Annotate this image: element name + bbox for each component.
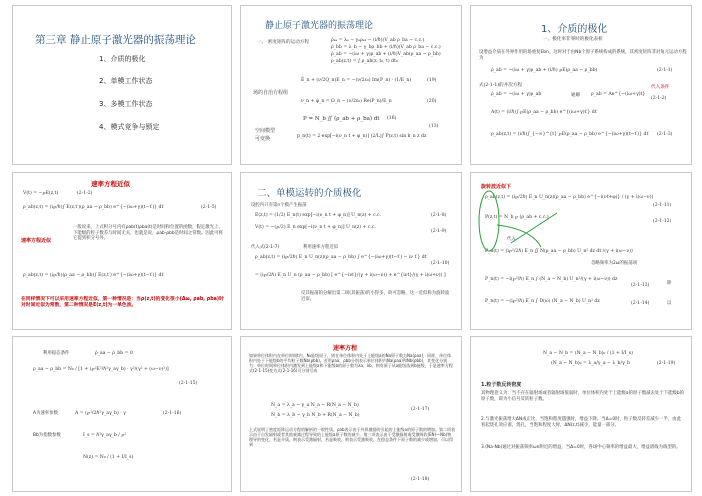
slide-6-label: 忽略频率为2ω的振荡项	[591, 261, 637, 266]
slide-1	[12, 5, 232, 165]
equation: A = (℘²/2ℏ²γ_aγ_b) · γ	[75, 411, 126, 416]
slide-2-title: 静止原子激光器的振荡理论	[265, 21, 374, 31]
slide-5-line: 设腔内只有第n个模产生振荡	[251, 203, 307, 208]
slide-6	[470, 172, 692, 330]
equation: = (i℘/2ℏ) E_n U_n (ρ_aa − ρ_bb) [ e^{−iνt}/(γ + i(ω−ν)) + e^{iνt}/(γ + i(ω+ν)) ]	[255, 273, 446, 278]
equation: ρ̇ₐₐ = λₐ − γₐρₐₐ − (i/ℏ)(V_ab ρ_ba − c.c.)	[331, 38, 425, 43]
eq-label: (2-1-17)	[411, 407, 430, 412]
equation: ρ̇_ab = −(iω + γ)ρ_ab	[491, 92, 542, 97]
slide-5-note: 反其振荡的分解出第二项(其振荡)的小得多，故可忽略，这一近似称为旋转波近似。	[301, 291, 450, 302]
slide-5-line: 利用速率方程近似	[303, 245, 339, 250]
slide-6-side: 除	[667, 281, 672, 286]
equation: ρ_aa − ρ_bb = N₀ / [1 + (℘²E²/ℏ²γ_aγ_b) · γ²/(γ² + (ω−ν)²)]	[33, 367, 169, 372]
equation: A(t) = (i/ℏ)∫ ℘E(ρ_aa − ρ_bb) e^{(iω+γ)t′} dt′	[491, 110, 598, 115]
slide-6-tag: 代入	[507, 237, 516, 242]
eq-label: (2-1-3)	[657, 132, 673, 137]
eq-label: (2-1-13)	[631, 283, 650, 288]
eq-label: (2-1-9)	[431, 229, 447, 234]
slide-7	[12, 336, 232, 492]
slide-4-side-label: 速率方程近似	[21, 238, 52, 244]
slide-4	[12, 172, 232, 330]
slide-2-subtitle: 一、 密度矩阵的运动方程	[257, 40, 309, 45]
eq-label: (2-1-8)	[431, 213, 447, 218]
equation: ν_n + φ̇_n = Ω_n − (ν/2ε₀) Re(P_n)/E_n	[301, 99, 392, 104]
equation: V(t) = −(℘/2) E_n exp[−i(ν_n t + φ_n)] U_n(z) + c.c.	[255, 225, 376, 230]
eq-label: (19)	[427, 78, 437, 83]
equation: ρ_ab(z,t) = (i℘/2ℏ) E_n U_n(z)(ρ_aa − ρ_bb) ∫ e^{−(iω+γ)(t−t′) − iν t′} dt′	[255, 255, 428, 260]
slide-9-paragraph: 2.与激光振荡增大ΔN成正比，当饱和程度越强时，增益下降。当Δ=0时，粒子数反转差减少一半，由此看起烧孔效应谱，烧孔，当饱和程度大时，ΔN(z,t)减少，能量一部分。	[481, 417, 681, 428]
equation: Ṅ_b = λ_b − γ_b N_b + R(N_a − N_b)	[271, 413, 360, 418]
eq-label: (2-1-14)	[631, 301, 650, 306]
equation: I_s = ℏ²γ_aγ_b / ℘²	[83, 433, 127, 438]
slide-8-title: 速率方程	[333, 345, 358, 352]
eq-label: (2-1-5)	[201, 205, 217, 210]
equation: P_n(t) = (i℘²/2ℏ) E_n ∬ N(ρ_aa − ρ_bb) U_n² dz dt /(γ + i(ω−ν))	[485, 249, 633, 254]
slide-1-item: 4、模式竞争与锁定	[99, 123, 160, 131]
eq-label: (2-1-18)	[411, 477, 430, 482]
slide-9-paragraph: 3.(Na-Nb)通过对振荡频率ωn附近的增益，当Δ=0时，各场中心频率的增益最大，增益谱线为线型的。	[481, 445, 681, 450]
eq-label: (2-1-2)	[651, 96, 667, 101]
slide-8	[240, 336, 462, 492]
equation: ρ̇_aa − ρ̇_bb = 0	[95, 351, 133, 356]
equation: p_n(t) = 2·exp[−i(ν_n t + φ_n)] (2/L)∫ P(z,t) sin k_n z dz	[297, 134, 427, 139]
slide-3-line: 通解	[571, 93, 581, 98]
green-arrow-annotation	[471, 173, 692, 330]
slide-2-line: 可变换	[255, 136, 271, 142]
equation: V(t) = −℘E(z,t)	[23, 191, 59, 196]
slide-5-title: 二、单模运转的介质极化	[257, 188, 362, 199]
slide-3-line: 代入条件	[651, 85, 670, 90]
eq-label: (2-1-15)	[179, 381, 198, 386]
slide-5	[240, 172, 462, 330]
eq-label: (2-1-1)	[657, 68, 673, 73]
eq-label: (20)	[427, 99, 437, 104]
equation: ρ_ab(z,t) = ∫ ρ_ab(z, t₀, t) dt₀	[331, 59, 398, 64]
slide-1-item: 1、介质的极化	[99, 55, 146, 63]
slide-3	[470, 5, 692, 165]
eq-label: (2-1-11)	[653, 203, 672, 208]
slide-2-line: 场的自治方程组	[253, 90, 289, 96]
slide-6-head: 旋转波近似下	[481, 184, 512, 190]
slide-4-title: 速率方程近似	[91, 180, 130, 188]
equation: P(z,t) = N_b ℘ (ρ_ab + c.c.)	[485, 215, 549, 220]
slide-7-label: A为速率参数	[33, 411, 58, 416]
slide-8-paragraph: 上式说明了密度矩阵运动方程的解析的一般性质。ρab表示由于外界激励的引起的上能级a的原子数的增加。第二项表示由于自发辐射或者其他衰减过程导致的上能级a原子数的减少。第三项表示由于受激辐射或受激吸收(EN)—Nb)物理导的变化。若是介质，则表示受激辐射，若是吸收，则表示受激吸收，在稳态条件下原子数的减少或增加，可以得到	[249, 427, 455, 447]
slide-7-label: Bb为指数参数	[33, 433, 61, 438]
equation: ρ̇_ab = −(iω + γ)ρ_ab + (i/ℏ) ℘E(ρ_aa − ρ_bb)	[491, 68, 598, 73]
slide-4-note: 一般说来，上式积分号内有ρab(t)ρba(t)是时间和位置的函数，假定激光上、下能级的粒子数差与时间无关，也就是说，ρab-ρbb是时间之常数。因此可将它提到积分号外。	[73, 225, 223, 242]
slide-3-line: 式(2-1-1)的并次方程	[479, 83, 523, 88]
slide-3-title: 1、介质的极化	[541, 24, 608, 35]
equation: P_n(t) = −i(℘²/ℏ) E_n ∫ (N_a − N_b) U_n²/(γ + i(ω−ν)) dz	[485, 277, 618, 282]
equation: P = N_b ∬ (ρ_ab + ρ_ba) dt	[303, 116, 380, 122]
slide-2-line: 空间模型	[255, 128, 276, 134]
slide-8-paragraph: 如果单位体积内在单位时间t内，N₁能级原子，则在单位体积内处于上能级a的Na原子数为Na(ρaa)，同样，单位体积内处于下能级b的平均粒子数Nb(ρbb)。若用ρaa、ρbb分别表示单位体积内Na(ρaa)和Nb(ρbb)，其变化分别为：单位时间单位体积内激发到上能级a和下能级b的原子数为λa、λb，则有原子从a能级落到b能级，于是速率方程式(2-1-15)变为式(2-1-16)可分别写成	[249, 353, 453, 373]
slide-1-title: 第三章 静止原子激光器的振荡理论	[35, 34, 196, 46]
equation: ρ_ab = Ae^{−(iω+γ)t}	[591, 92, 646, 97]
eq-label: (2-1-16)	[163, 411, 182, 416]
slide-6-side: 以	[667, 301, 672, 306]
slide-9-paragraph: 其物理意义为：当不存在辐射场或者辐射场很弱时，单位体积内处于上能级a的原子数减去处于下能级b的原子数，即为小信号反转粒子数。	[481, 391, 685, 402]
equation: E(z,t) = (1/2) E_n(t) exp[−i(ν_n t + φ_n)] U_n(z) + c.c.	[255, 213, 382, 218]
equation: Ė_n + (ν/2Q_n)E_n = −(ν/2ε₀) Im(P_n) · (1/E_n)	[301, 78, 412, 83]
equation: ρ_ab(z,t) = (i℘/2ℏ) E_n U_n(z)(ρ_aa − ρ_bb) e^{−i(νt+φ)} / (γ + i(ω−ν))	[485, 195, 654, 200]
eq-label: (2-1-12)	[653, 219, 672, 224]
slide-1-item: 2、单模工作状态	[99, 77, 153, 85]
slide-3-subtitle: 一、极化率非零时的极化表析	[543, 37, 603, 42]
slide-4-conclusion: 在同样情况下可以采用速率方程近似，第一种情况是：当ρ(z,t)的变化很小(Δω, ρab, ρba)时对时间近似为常数，第二种情况是E(z,t)为一单色波。	[21, 297, 224, 308]
eq-label: (2-1-10)	[431, 261, 450, 266]
slide-2	[240, 5, 462, 165]
equation: N_a − N_b = (N_a − N_b)₀ / (1 + I/I_s)	[543, 351, 633, 356]
equation: ρ_ab(z,t) = (i℘/ℏ)(ρ_aa − ρ_bb)∫ E(z,t′) e^{−(iω+γ)(t−t′)} dt′	[23, 273, 165, 278]
equation: ρ_ab(z,t) = (i℘/ℏ)∫ E(z,t′)(ρ_aa − ρ_bb) e^{−(iω+γ)(t−t′)} dt′	[23, 205, 165, 210]
eq-label: (13)	[429, 124, 439, 129]
eq-label: (2-1-19)	[657, 361, 676, 366]
slide-1-item: 3、多模工作状态	[99, 100, 153, 108]
slide-5-line: 代入式(2-1-7)	[251, 245, 280, 250]
equation: ρ̇_ab = −(iω + γ)ρ_ab + (i/ℏ)V_ab(ρ_aa − ρ_bb)	[331, 52, 441, 57]
slide-3-paragraph: 设增益介质在外界作用的场重复Ebn，这时对于由Nb个原子系统构成的系统，其密度矩阵非对角元运动方程为	[479, 50, 687, 61]
equation: Ṅ_a = λ_a − γ_a N_a − R(N_a − N_b)	[271, 403, 359, 408]
eq-label: (2-1-2)	[77, 191, 93, 196]
slide-9-heading: 1.粒子数反转密度	[481, 382, 522, 388]
equation: ρ̇_bb = λ_b − γ_bρ_bb + (i/ℏ)(V_ab ρ_ba − c.c.)	[331, 45, 441, 50]
eq-label: (16)	[387, 116, 397, 121]
slide-7-line: 利用稳态条件	[43, 351, 70, 356]
equation: ρ_ab(z,t) = (i/ℏ)∫_{−∞}^{t} ℘E(ρ_aa − ρ_bb) e^{−(iω+γ)(t−t′)} dt′	[491, 132, 650, 137]
equation: P_n(t) = −(i℘²/ℏ) E_n ∫ D(ω) (N_a − N_b) U_n² dz	[485, 299, 600, 304]
equation: N(z) = N₀ / (1 + I/I_s)	[83, 455, 134, 460]
slide-9	[470, 336, 692, 492]
equation: (N_a − N_b)₀ = λ_a/γ_a − λ_b/γ_b	[551, 361, 631, 366]
